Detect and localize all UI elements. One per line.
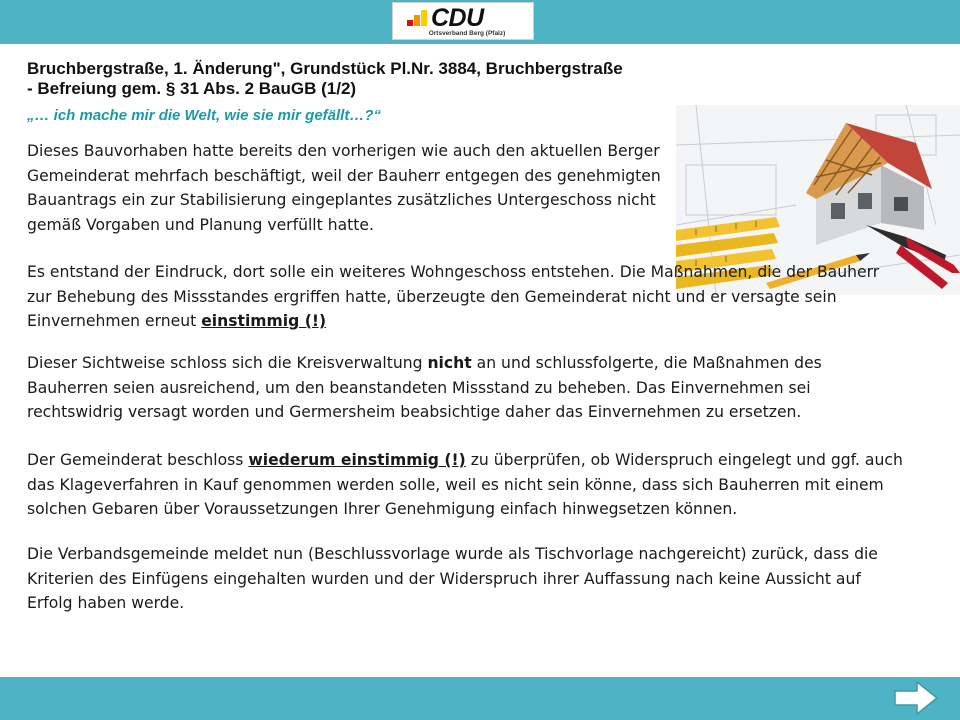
paragraph-4-text-b: zu überprüfen, ob Widerspruch eingelegt und ggf. auch das Klageverfahren in Kauf genommen werden solle, weil es nicht sein könne, dass sich Bauherren mit einem solchen Gebaren über Voraussetzungen Ihrer Genehmigung einfach hinwegsetzen können.	[27, 451, 903, 518]
cdu-logo	[392, 2, 534, 40]
emphasis-nicht: nicht	[427, 354, 472, 372]
paragraph-3	[27, 351, 907, 425]
paragraph-1: Dieses Bauvorhaben hatte bereits den vorherigen wie auch den aktuellen Berger Gemeinderat mehrfach beschäftigt, weil der Bauherr entgegen des genehmigten Bauantrags ein zur Stabilisierung eingeplantes zusätzliches Untergeschoss nicht gemäß Vorgaben und Planung verfüllt hatte.	[27, 142, 661, 234]
title-line-2: - Befreiung gem. § 31 Abs. 2 BauGB (1/2)	[27, 79, 357, 98]
paragraph-2-text: Es entstand der Eindruck, dort solle ein weiteres Wohngeschoss entstehen. Die Maßnahmen, die der Bauherr zur Behebung des Missstandes ergriffen hatte, überzeugte den Gemeinderat nicht und er versagte sein Einvernehmen erneut	[27, 263, 880, 330]
emphasis-wiederum-einstimmig: wiederum einstimmig (!)	[248, 451, 466, 469]
paragraph-4	[27, 448, 932, 522]
paragraph-3-text-a: Dieser Sichtweise schloss sich die Kreisverwaltung	[27, 354, 428, 372]
slide-subtitle: „… ich mache mir die Welt, wie sie mir gefällt…?“	[27, 107, 381, 124]
paragraph-2	[27, 260, 907, 334]
bottom-band	[0, 677, 960, 720]
paragraph-3-text-b: an und schlussfolgerte, die Maßnahmen des Bauherren seien ausreichend, um den beanstandeten Missstand zu beheben. Das Einvernehmen sei rechtswidrig versagt worden und Germersheim beabsichtige daher das Einvernehmen zu ersetzen.	[27, 354, 822, 421]
paragraph-4-text-a: Der Gemeinderat beschloss	[27, 451, 249, 469]
logo-subtitle: Ortsverband Berg (Pfalz)	[428, 30, 506, 37]
arrow-right-icon[interactable]	[893, 680, 939, 716]
paragraph-5: Die Verbandsgemeinde meldet nun (Beschlussvorlage wurde als Tischvorlage nachgereicht) zurück, dass die Kriterien des Einfügens eingehalten wurden und der Widerspruch ihrer Auffassung nach keine Aussicht auf Erfolg haben werde.	[27, 545, 878, 612]
emphasis-einstimmig: einstimmig (!)	[201, 312, 327, 330]
title-line-1: Bruchbergstraße, 1. Änderung", Grundstück Pl.Nr. 3884, Bruchbergstraße	[27, 59, 623, 78]
logo-text: CDU	[431, 4, 484, 32]
logo-bars-icon	[407, 10, 429, 26]
slide-title	[27, 59, 827, 99]
